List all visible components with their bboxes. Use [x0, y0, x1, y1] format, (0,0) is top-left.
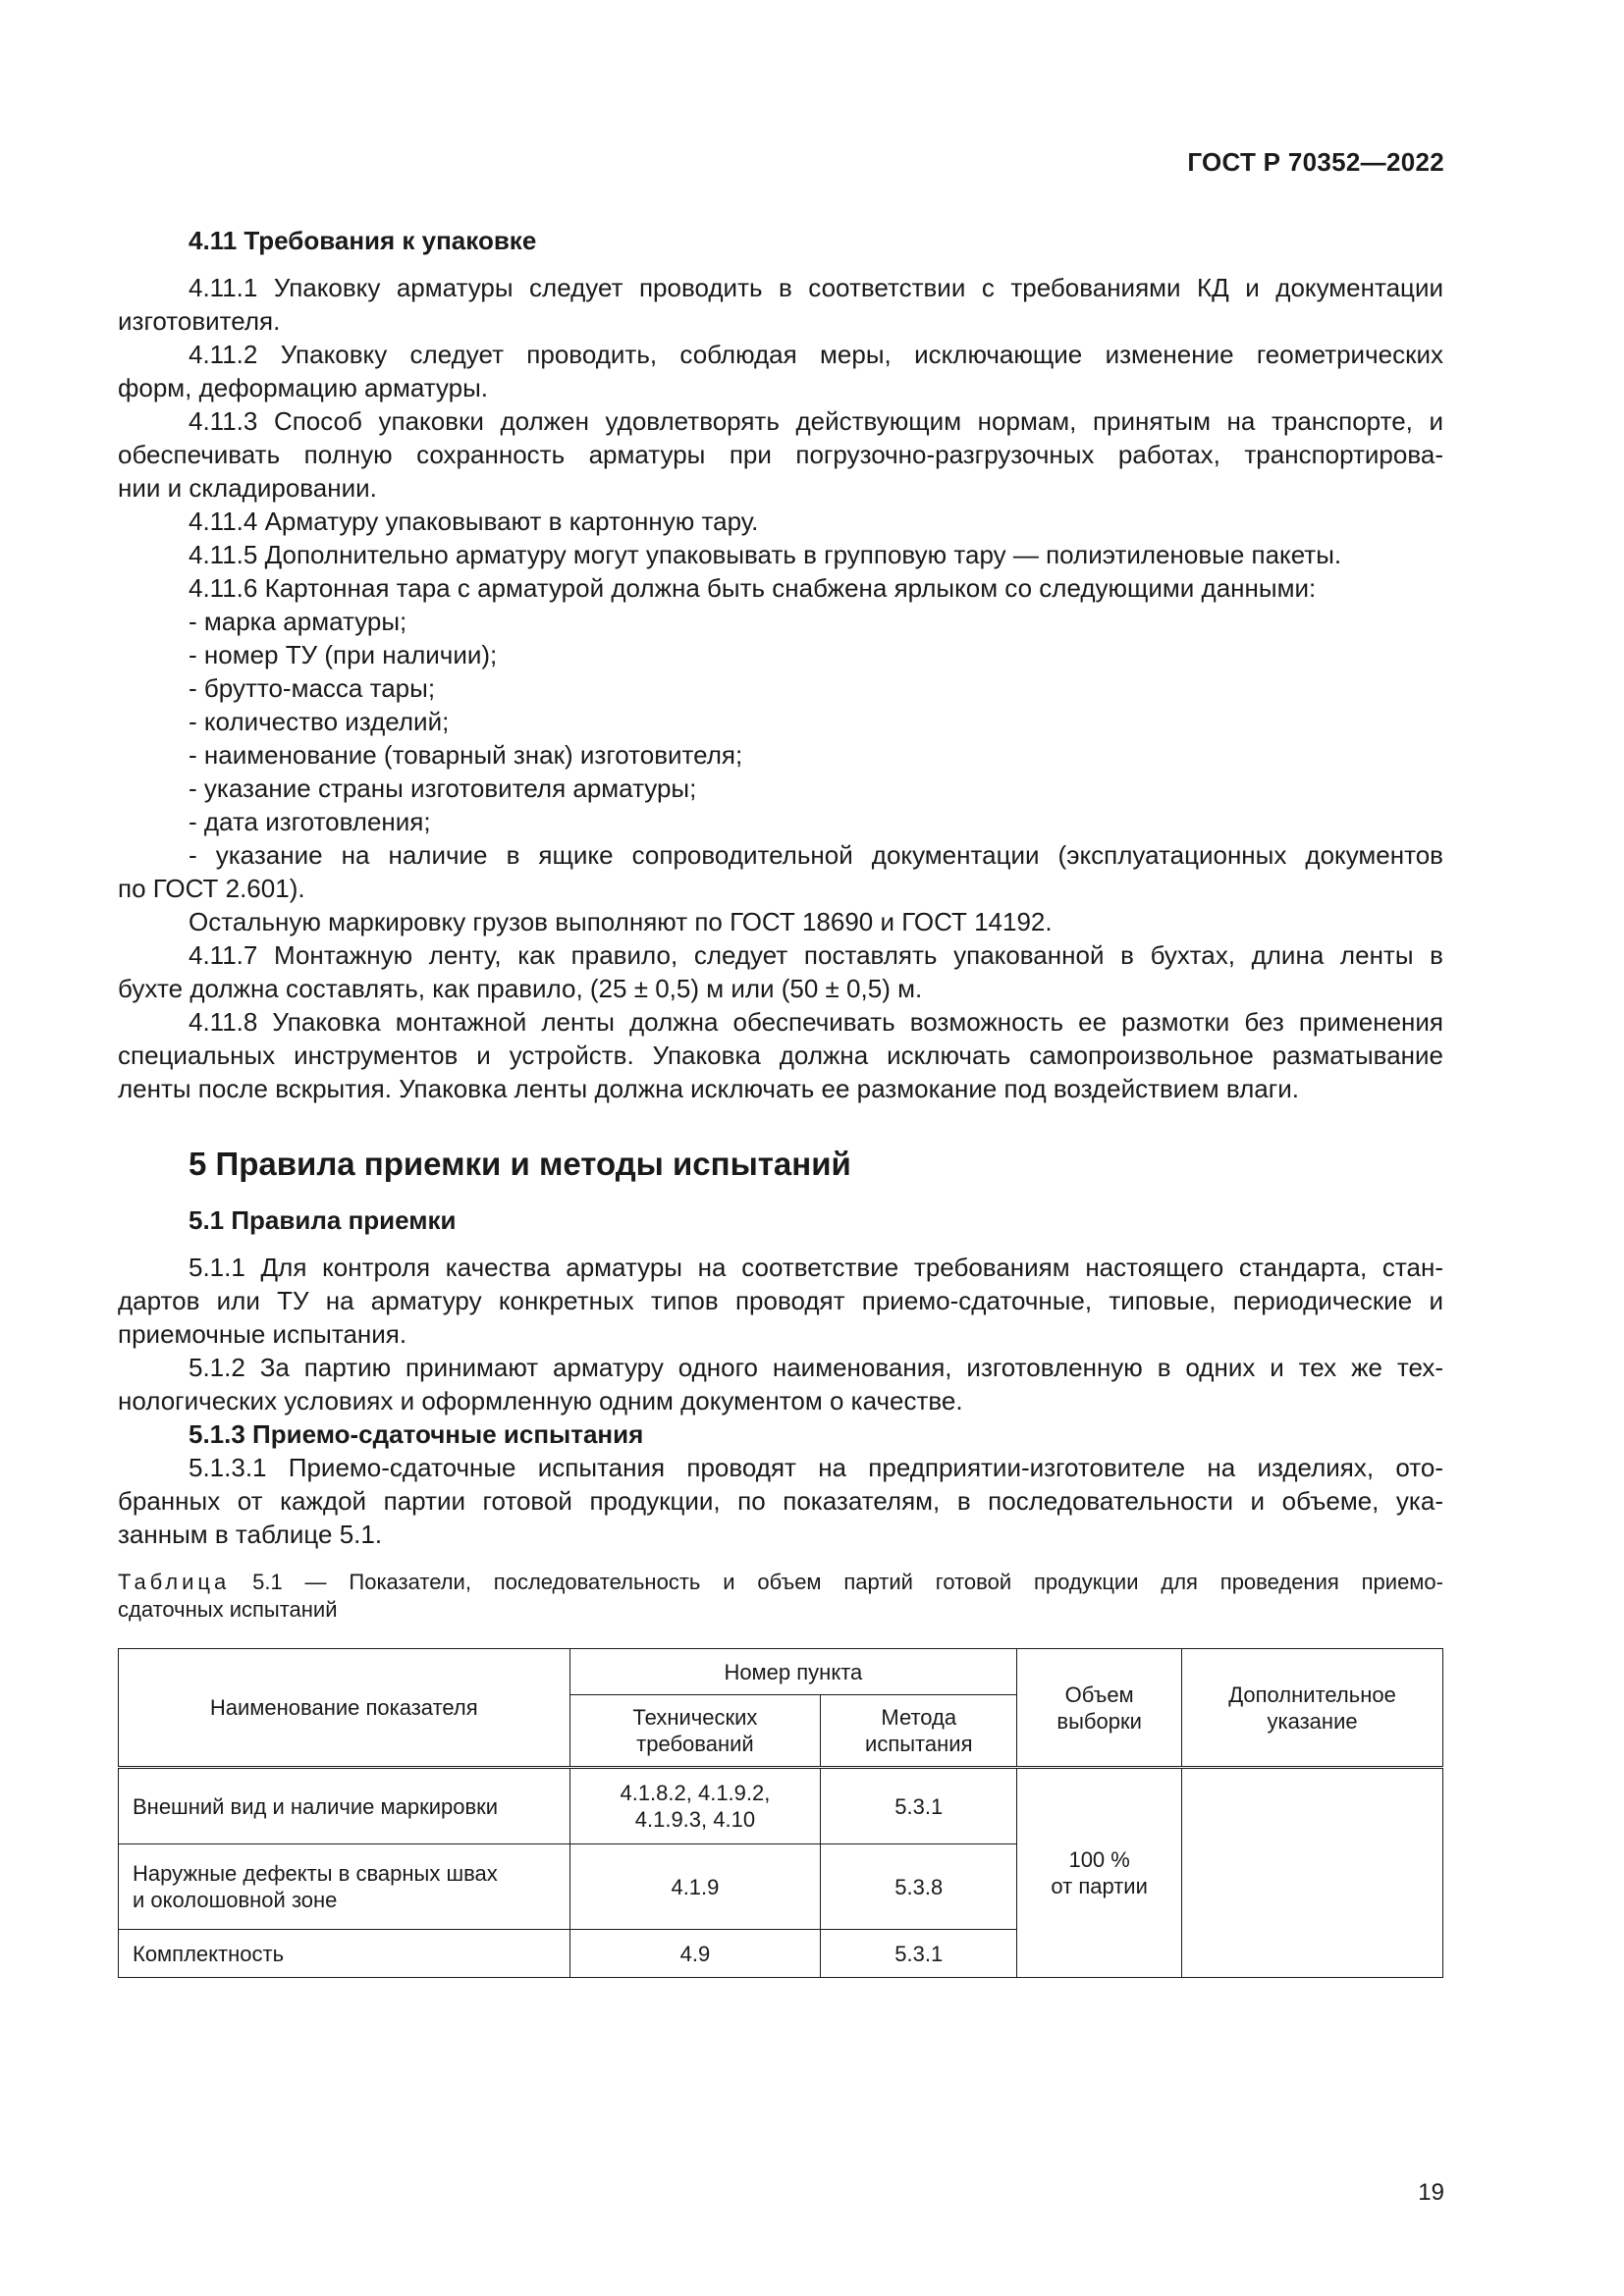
document-id: ГОСТ Р 70352—2022 — [1187, 147, 1444, 177]
paragraph-4-11-1-line-2: изготовителя. — [118, 306, 281, 336]
page-number: 19 — [1418, 2179, 1444, 2206]
paragraph-5-1-3-1-line-3: занным в таблице 5.1. — [118, 1520, 383, 1549]
cell-tech: 4.9 — [569, 1930, 821, 1978]
paragraph-4-11-3-line-2: обеспечивать полную сохранность арматуры при погрузочно-разгрузочных работах, транспортирова- — [118, 440, 1443, 469]
list-item: - номер ТУ (при наличии); — [189, 640, 498, 669]
column-header-tech — [569, 1695, 821, 1768]
column-header-name: Наименование показателя — [119, 1649, 570, 1768]
paragraph-4-11-7-line-1: 4.11.7 Монтажную ленту, как правило, следует поставлять упакованной в бухтах, длина ленты в — [189, 940, 1443, 970]
column-header-volume-line-1: Объем — [1064, 1682, 1134, 1707]
heading-4-11: 4.11 Требования к упаковке — [189, 226, 537, 255]
paragraph-4-11-3-line-1: 4.11.3 Способ упаковки должен удовлетворять действующим нормам, принятым на транспорте, и — [189, 406, 1443, 436]
cell-name: Внешний вид и наличие маркировки — [119, 1768, 570, 1844]
column-header-note-line-1: Дополнительное — [1228, 1682, 1396, 1707]
paragraph-4-11-6: 4.11.6 Картонная тара с арматурой должна быть снабжена ярлыком со следующими данными: — [189, 573, 1317, 603]
list-item: - марка арматуры; — [189, 607, 407, 636]
cell-method: 5.3.1 — [821, 1930, 1017, 1978]
paragraph-4-11-8-line-2: специальных инструментов и устройств. Упаковка должна исключать самопроизвольное разматывание — [118, 1041, 1443, 1070]
cell-name: Комплектность — [119, 1930, 570, 1978]
column-header-volume — [1017, 1649, 1182, 1768]
cell-volume — [1017, 1768, 1182, 1978]
paragraph-5-1-3-1-line-2: бранных от каждой партии готовой продукции, по показателям, в последовательности и объеме, ука- — [118, 1486, 1443, 1516]
cell-tech-line-2: 4.1.9.3, 4.10 — [634, 1807, 756, 1832]
column-header-volume-line-2: выборки — [1056, 1708, 1142, 1734]
paragraph-4-11-4: 4.11.4 Арматуру упаковывают в картонную тару. — [189, 507, 759, 536]
cell-tech-line-1: 4.1.8.2, 4.1.9.2, — [620, 1781, 771, 1805]
list-item-line-1: - указание на наличие в ящике сопроводительной документации (эксплуатационных документов — [189, 840, 1443, 870]
column-header-note-line-2: указание — [1267, 1708, 1358, 1734]
cell-volume-line-2: от партии — [1051, 1874, 1148, 1898]
paragraph-5-1-3-1-line-1: 5.1.3.1 Приемо-сдаточные испытания проводят на предприятии-изготовителе на изделиях, ото- — [189, 1453, 1443, 1482]
cell-tech — [569, 1768, 821, 1844]
list-item: - дата изготовления; — [189, 807, 431, 836]
cell-tech: 4.1.9 — [569, 1844, 821, 1930]
heading-section-5: 5 Правила приемки и методы испытаний — [189, 1146, 851, 1182]
paragraph-5-1-1-line-3: приемочные испытания. — [118, 1319, 407, 1349]
heading-5-1: 5.1 Правила приемки — [189, 1205, 457, 1235]
list-item-line-2: по ГОСТ 2.601). — [118, 874, 305, 903]
paragraph-4-11-3-line-3: нии и складировании. — [118, 473, 377, 503]
table-caption-line-2: сдаточных испытаний — [118, 1597, 338, 1622]
paragraph-4-11-5: 4.11.5 Дополнительно арматуру могут упаковывать в групповую тару — полиэтиленовые пакеты. — [189, 540, 1342, 569]
list-item: - брутто-масса тары; — [189, 673, 436, 703]
paragraph-5-1-2-line-1: 5.1.2 За партию принимают арматуру одного наименования, изготовленную в одних и тех же тех- — [189, 1353, 1443, 1382]
heading-5-1-3: 5.1.3 Приемо-сдаточные испытания — [189, 1419, 644, 1449]
cell-volume-line-1: 100 % — [1068, 1847, 1130, 1872]
cell-name-line-2: и околошовной зоне — [133, 1888, 338, 1912]
cell-name — [119, 1844, 570, 1930]
column-header-note — [1182, 1649, 1443, 1768]
cell-method: 5.3.1 — [821, 1768, 1017, 1844]
column-header-method — [821, 1695, 1017, 1768]
paragraph-4-11-8-line-3: ленты после вскрытия. Упаковка ленты должна исключать ее размокание под воздействием влаги. — [118, 1074, 1299, 1103]
main-content — [118, 224, 1443, 1624]
cell-name-line-1: Наружные дефекты в сварных швах — [133, 1861, 498, 1886]
list-item: - наименование (товарный знак) изготовителя; — [189, 740, 743, 770]
column-header-method-line-1: Метода — [881, 1705, 957, 1730]
cell-note — [1182, 1768, 1443, 1978]
column-header-clause: Номер пункта — [569, 1649, 1017, 1695]
column-header-tech-line-2: требований — [636, 1732, 754, 1756]
cell-method: 5.3.8 — [821, 1844, 1017, 1930]
paragraph-4-11-7-line-2: бухте должна составлять, как правило, (25 ± 0,5) м или (50 ± 0,5) м. — [118, 974, 923, 1003]
paragraph-5-1-1-line-1: 5.1.1 Для контроля качества арматуры на соответствие требованиям настоящего стандарта, стан- — [189, 1253, 1443, 1282]
list-item: - указание страны изготовителя арматуры; — [189, 774, 697, 803]
list-item: - количество изделий; — [189, 707, 450, 736]
table-row — [119, 1768, 1443, 1844]
table-caption-text: 5.1 — Показатели, последовательность и объем партий готовой продукции для проведения приемо- — [252, 1570, 1443, 1594]
table-caption-line-1 — [118, 1569, 1443, 1596]
paragraph-5-1-2-line-2: нологических условиях и оформленную одним документом о качестве. — [118, 1386, 963, 1415]
paragraph-4-11-1-line-1: 4.11.1 Упаковку арматуры следует проводить в соответствии с требованиями КД и документации — [189, 273, 1443, 302]
paragraph-4-11-2-line-2: форм, деформацию арматуры. — [118, 373, 489, 402]
table-caption-label: Таблица — [118, 1570, 231, 1594]
acceptance-tests-table — [118, 1648, 1443, 1978]
paragraph-4-11-2-line-1: 4.11.2 Упаковку следует проводить, соблюдая меры, исключающие изменение геометрических — [189, 340, 1443, 369]
column-header-tech-line-1: Технических — [632, 1705, 758, 1730]
paragraph-5-1-1-line-2: дартов или ТУ на арматуру конкретных типов проводят приемо-сдаточные, типовые, периодические и — [118, 1286, 1443, 1315]
column-header-method-line-2: испытания — [865, 1732, 973, 1756]
paragraph-marking: Остальную маркировку грузов выполняют по ГОСТ 18690 и ГОСТ 14192. — [189, 907, 1053, 936]
paragraph-4-11-8-line-1: 4.11.8 Упаковка монтажной ленты должна обеспечивать возможность ее размотки без применения — [189, 1007, 1443, 1037]
